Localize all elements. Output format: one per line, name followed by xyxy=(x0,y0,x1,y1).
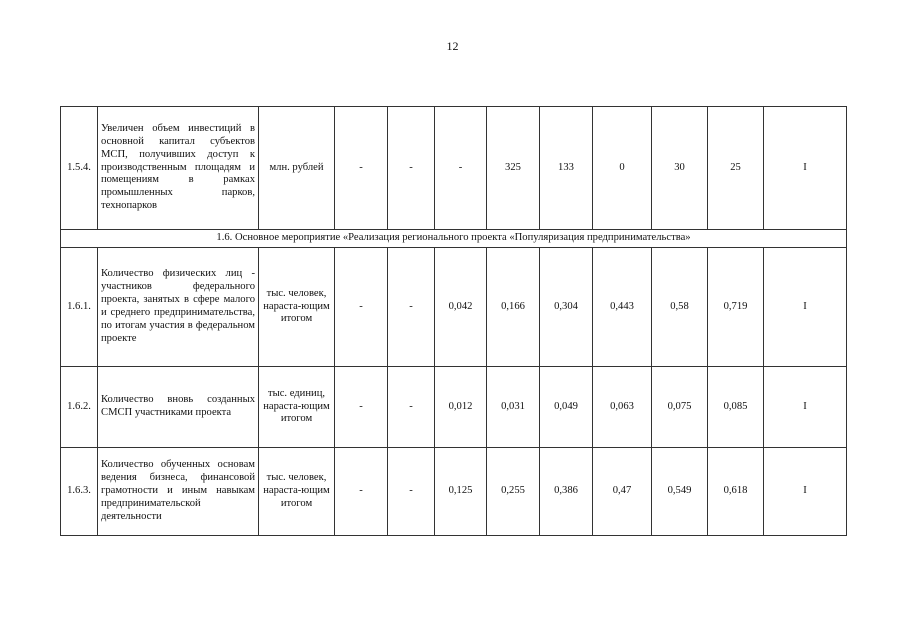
value-cell: I xyxy=(764,367,847,448)
indicator-name: Количество вновь созданных СМСП участниками проекта xyxy=(98,367,259,448)
value-cell: 0,063 xyxy=(593,367,652,448)
row-number: 1.6.1. xyxy=(61,248,98,367)
value-cell: - xyxy=(335,367,388,448)
value-cell: 0,443 xyxy=(593,248,652,367)
value-cell: - xyxy=(388,107,435,230)
value-cell: 0,049 xyxy=(540,367,593,448)
value-cell: - xyxy=(335,448,388,536)
value-cell: 0,012 xyxy=(435,367,487,448)
value-cell: 0,386 xyxy=(540,448,593,536)
unit-cell: тыс. единиц, нараста-ющим итогом xyxy=(259,367,335,448)
page-number: 12 xyxy=(446,39,459,53)
table-row xyxy=(61,107,847,230)
section-header-row xyxy=(61,230,847,248)
value-cell: 0,085 xyxy=(708,367,764,448)
value-cell: - xyxy=(435,107,487,230)
value-cell: - xyxy=(388,367,435,448)
value-cell: 0,166 xyxy=(487,248,540,367)
row-number: 1.6.3. xyxy=(61,448,98,536)
value-cell: 0,58 xyxy=(652,248,708,367)
value-cell: - xyxy=(388,248,435,367)
value-cell: 0,719 xyxy=(708,248,764,367)
unit-cell: тыс. человек, нараста-ющим итогом xyxy=(259,448,335,536)
row-number: 1.5.4. xyxy=(61,107,98,230)
value-cell: 0,618 xyxy=(708,448,764,536)
value-cell: - xyxy=(388,448,435,536)
value-cell: 0,255 xyxy=(487,448,540,536)
value-cell: 0,549 xyxy=(652,448,708,536)
value-cell: - xyxy=(335,107,388,230)
value-cell: 0,47 xyxy=(593,448,652,536)
table-row xyxy=(61,448,847,536)
value-cell: 25 xyxy=(708,107,764,230)
value-cell: 133 xyxy=(540,107,593,230)
value-cell: I xyxy=(764,107,847,230)
section-title: 1.6. Основное мероприятие «Реализация регионального проекта «Популяризация предпринимательства» xyxy=(61,230,847,248)
value-cell: 0 xyxy=(593,107,652,230)
value-cell: I xyxy=(764,248,847,367)
unit-cell: тыс. человек, нараста-ющим итогом xyxy=(259,248,335,367)
value-cell: 0,304 xyxy=(540,248,593,367)
indicator-name: Увеличен объем инвестиций в основной капитал субъектов МСП, получивших доступ к производственным площадям и помещениям в рамках промышленных парков, технопарков xyxy=(98,107,259,230)
indicator-name: Количество обученных основам ведения бизнеса, финансовой грамотности и иным навыкам предпринимательской деятельности xyxy=(98,448,259,536)
indicators-table xyxy=(60,106,847,536)
value-cell: 0,042 xyxy=(435,248,487,367)
value-cell: 0,031 xyxy=(487,367,540,448)
value-cell: 30 xyxy=(652,107,708,230)
unit-cell: млн. рублей xyxy=(259,107,335,230)
value-cell: 0,075 xyxy=(652,367,708,448)
table-row xyxy=(61,248,847,367)
value-cell: 0,125 xyxy=(435,448,487,536)
indicator-name: Количество физических лиц - участников федерального проекта, занятых в сфере малого и среднего предпринимательства, по итогам участия в федеральном проекте xyxy=(98,248,259,367)
value-cell: 325 xyxy=(487,107,540,230)
value-cell: I xyxy=(764,448,847,536)
value-cell: - xyxy=(335,248,388,367)
table-row xyxy=(61,367,847,448)
row-number: 1.6.2. xyxy=(61,367,98,448)
